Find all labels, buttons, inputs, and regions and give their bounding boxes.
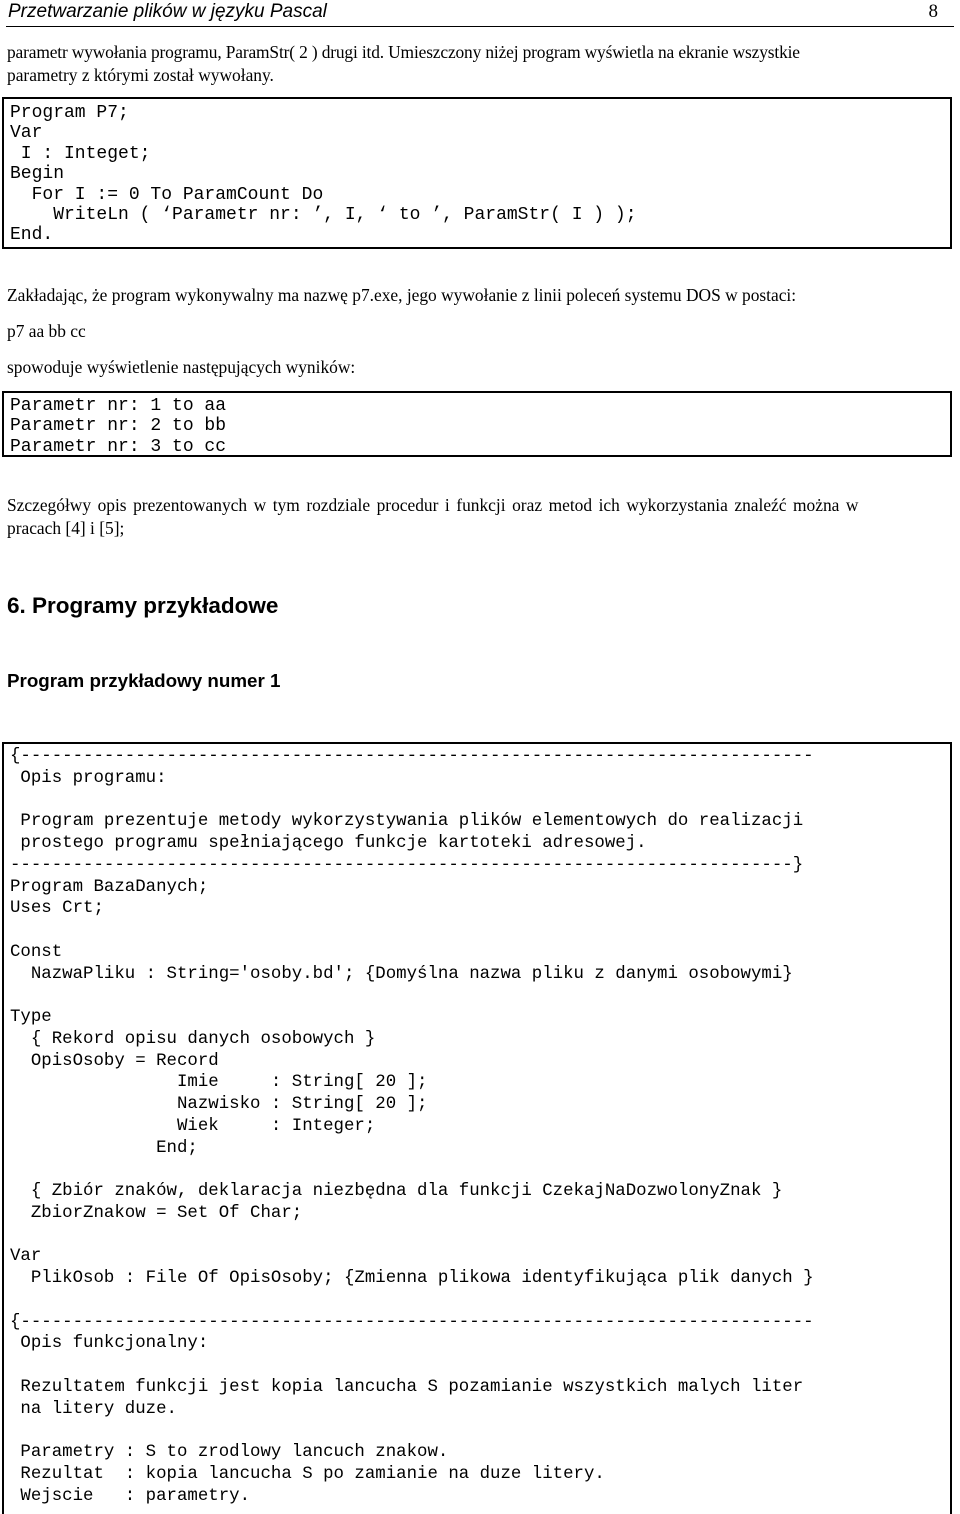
page-number: 8 xyxy=(928,1,938,22)
code-line: na litery duze. xyxy=(10,1399,177,1419)
code-line: WriteLn ( ‘Parametr nr: ’, I, ‘ to ’, ParamStr( I ) ); xyxy=(10,204,637,225)
code-line xyxy=(10,1159,950,1181)
subsection-heading: Program przykładowy numer 1 xyxy=(7,670,281,691)
code-line: End. xyxy=(10,225,54,246)
code-line: Var xyxy=(10,1247,42,1267)
output-line: Parametr nr: 1 to aa xyxy=(10,396,227,416)
command-example: p7 aa bb cc xyxy=(7,321,86,341)
code-line xyxy=(10,1355,950,1377)
code-line: Begin xyxy=(10,164,65,185)
code-line: For I := 0 To ParamCount Do xyxy=(10,184,324,205)
code-line: { Rekord opisu danych osobowych } xyxy=(10,1029,376,1049)
code-line: Opis funkcjonalny: xyxy=(10,1334,209,1354)
code-line xyxy=(10,1290,950,1312)
code-line: PlikOsob : File Of OpisOsoby; {Zmienna plikowa identyfikująca plik danych } xyxy=(10,1269,814,1288)
code-line: OpisOsoby = Record xyxy=(10,1051,219,1071)
code-line: Opis programu: xyxy=(10,768,167,788)
code-listing-p7 xyxy=(2,97,952,249)
results-intro-text: spowoduje wyświetlenie następujących wyników: xyxy=(7,357,356,377)
code-line: { Zbiór znaków, deklaracja niezbędna dla funkcji CzekajNaDozwolonyZnak } xyxy=(10,1182,783,1201)
code-line: Program BazaDanych; xyxy=(10,877,209,897)
code-line: Uses Crt; xyxy=(10,899,104,919)
code-line: {---------------------------------------------------------------------------- xyxy=(10,1312,814,1332)
output-line: Parametr nr: 3 to cc xyxy=(10,436,227,457)
code-line xyxy=(10,920,950,942)
code-line: NazwaPliku : String='osoby.bd'; {Domyślna nazwa pliku z danymi osobowymi} xyxy=(10,964,793,984)
code-line: Parametry : S to zrodlowy lancuch znakow. xyxy=(10,1443,449,1462)
code-line: prostego programu spełniającego funkcje kartoteki adresowej. xyxy=(10,834,647,853)
code-line: ZbiorZnakow = Set Of Char; xyxy=(10,1203,303,1223)
page-header xyxy=(6,0,954,27)
intro-paragraph xyxy=(7,41,951,87)
code-line: Imie : String[ 20 ]; xyxy=(10,1073,428,1093)
details-paragraph xyxy=(7,494,951,540)
code-line xyxy=(10,1420,950,1442)
program-output-box xyxy=(2,391,952,457)
code-line: ---------------------------------------------------------------------------} xyxy=(10,855,804,875)
code-line: Rezultat : kopia lancucha S po zamianie na duze litery. xyxy=(10,1464,605,1484)
code-line: Program P7; xyxy=(10,103,129,123)
intro-line-1: parametr wywołania programu, ParamStr( 2 ) drugi itd. Umieszczony niżej program wyświetla na ekranie wszystkie xyxy=(7,42,800,62)
code-line xyxy=(10,790,950,812)
code-line xyxy=(10,985,950,1007)
details-line-1: Szczegółwy opis prezentowanych w tym rozdziale procedur i funkcji oraz metod ich wykorzystania znaleźć można w xyxy=(7,495,859,515)
code-listing-example-1 xyxy=(2,742,952,1514)
code-line: End; xyxy=(10,1138,198,1158)
header-title: Przetwarzanie plików w języku Pascal xyxy=(8,1,327,22)
code-line: Rezultatem funkcji jest kopia lancucha S pozamianie wszystkich malych liter xyxy=(10,1377,804,1397)
code-line: {---------------------------------------------------------------------------- xyxy=(10,747,814,766)
assumption-text: Zakładając, że program wykonywalny ma nazwę p7.exe, jego wywołanie z linii poleceń systemu DOS w postaci: xyxy=(7,285,797,305)
code-line: Const xyxy=(10,942,63,962)
details-line-2: pracach [4] i [5]; xyxy=(7,518,125,538)
code-line: Program prezentuje metody wykorzystywania plików elementowych do realizacji xyxy=(10,812,804,832)
code-line: Wiek : Integer; xyxy=(10,1116,376,1136)
code-line xyxy=(10,1225,950,1247)
intro-line-2: parametry z którymi został wywołany. xyxy=(7,65,274,85)
code-line: Nazwisko : String[ 20 ]; xyxy=(10,1095,428,1114)
code-line: Var xyxy=(10,123,43,144)
section-heading: 6. Programy przykładowe xyxy=(7,593,279,618)
code-line: I : Integet; xyxy=(10,143,151,164)
code-line: Type xyxy=(10,1008,52,1027)
output-line: Parametr nr: 2 to bb xyxy=(10,416,227,437)
code-line: Wejscie : parametry. xyxy=(10,1486,251,1506)
